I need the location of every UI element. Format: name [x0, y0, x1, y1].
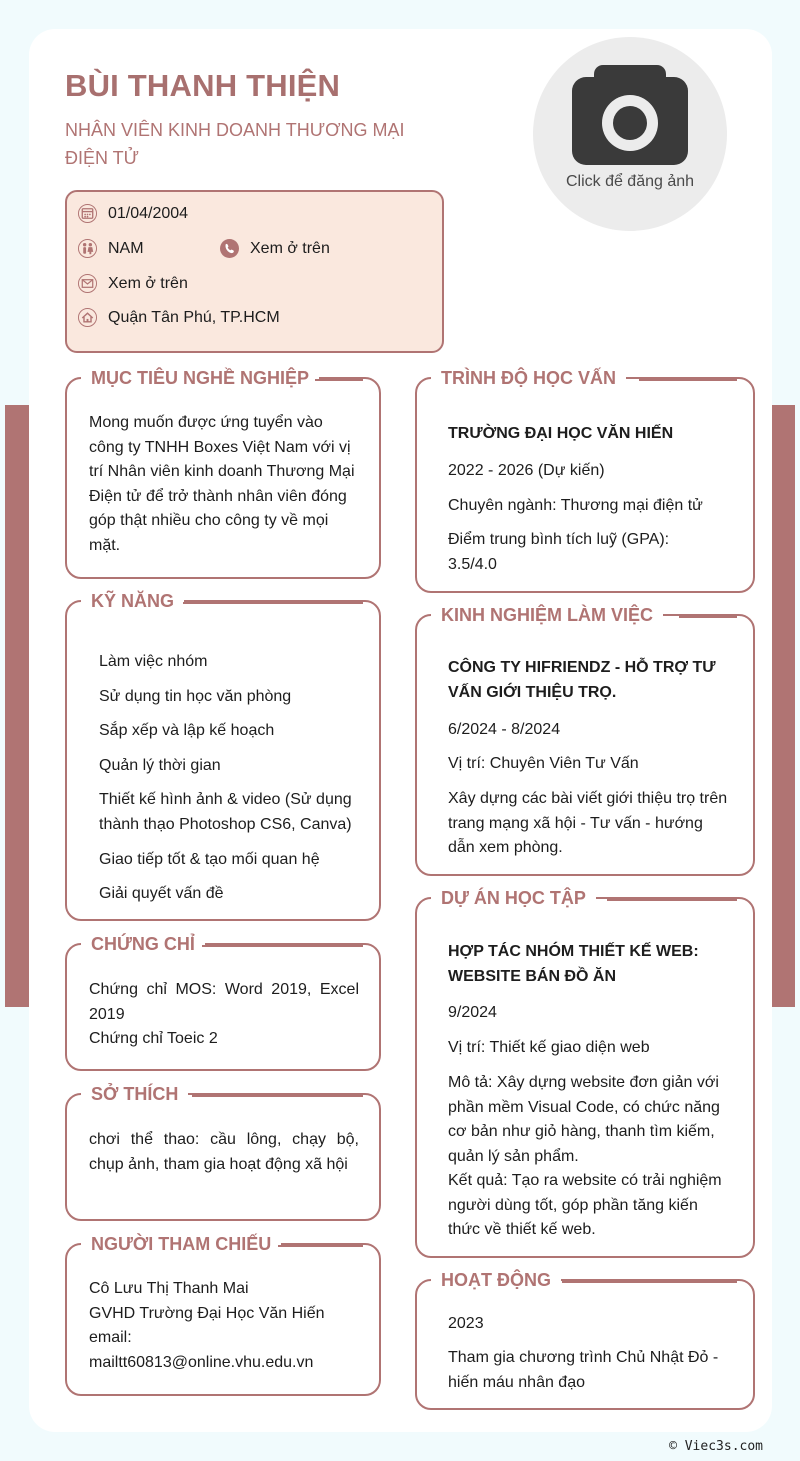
activity-year[interactable]: 2023 — [448, 1315, 484, 1332]
skill-item[interactable]: Giao tiếp tốt & tạo mối quan hệ — [99, 851, 320, 868]
email-row — [78, 274, 188, 293]
heading-rule — [183, 602, 363, 604]
school-name[interactable]: TRƯỜNG ĐẠI HỌC VĂN HIẾN — [448, 425, 674, 442]
home-icon — [78, 308, 97, 327]
education-gpa[interactable]: Điểm trung bình tích luỹ (GPA): 3.5/4.0 — [448, 531, 670, 573]
projects-heading: DỰ ÁN HỌC TẬP — [431, 886, 596, 910]
reference-position[interactable]: GVHD Trường Đại Học Văn Hiến — [89, 1305, 325, 1322]
experience-heading: KINH NGHIỆM LÀM VIỆC — [431, 603, 663, 627]
skill-item[interactable]: Làm việc nhóm — [99, 653, 208, 670]
phone[interactable]: Xem ở trên — [250, 239, 330, 257]
heading-rule — [192, 1095, 363, 1097]
heading-rule — [278, 1245, 363, 1247]
candidate-name[interactable]: BÙI THANH THIỆN — [65, 68, 341, 103]
skill-item[interactable]: Sắp xếp và lập kế hoạch — [99, 722, 275, 739]
project-period[interactable]: 9/2024 — [448, 1004, 497, 1021]
experience-section — [415, 605, 755, 876]
camera-icon — [572, 65, 688, 165]
company-name[interactable]: CÔNG TY HIFRIENDZ - HỖ TRỢ TƯ VẤN GIỚI THIỆU TRỌ. — [448, 659, 716, 701]
envelope-icon — [78, 274, 97, 293]
gender-row — [78, 239, 144, 258]
education-heading: TRÌNH ĐỘ HỌC VẤN — [431, 366, 626, 390]
project-position[interactable]: Vị trí: Thiết kế giao diện web — [448, 1039, 650, 1056]
education-major[interactable]: Chuyên ngành: Thương mại điện tử — [448, 497, 703, 514]
right-accent-bar — [772, 405, 795, 1007]
experience-position[interactable]: Vị trí: Chuyên Viên Tư Vấn — [448, 755, 639, 772]
references-heading: NGƯỜI THAM CHIẾU — [81, 1232, 281, 1256]
heading-rule — [315, 379, 363, 381]
birthdate[interactable]: 01/04/2004 — [108, 204, 189, 222]
reference-email[interactable]: mailtt60813@online.vhu.edu.vn — [89, 1354, 314, 1371]
skills-heading: KỸ NĂNG — [81, 589, 184, 613]
skill-item[interactable]: Quản lý thời gian — [99, 757, 221, 774]
projects-section — [415, 888, 755, 1258]
calendar-icon — [78, 204, 97, 223]
education-period[interactable]: 2022 - 2026 (Dự kiến) — [448, 462, 605, 479]
project-result[interactable]: Kết quả: Tạo ra website có trải nghiệm người dùng tốt, góp phần tăng kiến thức về thiết kế web. — [448, 1172, 722, 1238]
skill-item[interactable]: Thiết kế hình ảnh & video (Sử dụng thành thạo Photoshop CS6, Canva) — [99, 791, 352, 833]
birthdate-row — [78, 204, 188, 223]
reference-name[interactable]: Cô Lưu Thị Thanh Mai — [89, 1280, 249, 1297]
skill-item[interactable]: Giải quyết vấn đề — [99, 885, 224, 902]
phone-icon — [220, 239, 239, 258]
education-section — [415, 368, 755, 593]
heading-rule — [607, 899, 737, 901]
heading-rule — [679, 616, 737, 618]
heading-rule — [202, 945, 363, 947]
address[interactable]: Quận Tân Phú, TP.HCM — [108, 308, 280, 326]
activities-heading: HOẠT ĐỘNG — [431, 1268, 561, 1292]
gender-icon — [78, 239, 97, 258]
hobbies-heading: SỞ THÍCH — [81, 1082, 188, 1106]
photo-upload[interactable] — [533, 37, 727, 231]
address-row — [78, 308, 280, 327]
project-name[interactable]: HỢP TÁC NHÓM THIẾT KẾ WEB: WEBSITE BÁN ĐỒ ĂN — [448, 943, 699, 985]
objective-text[interactable]: Mong muốn được ứng tuyển vào công ty TNHH Boxes Việt Nam với vị trí Nhân viên kinh doanh Thương Mại Điện tử để trở thành nhân viên đóng góp thật nhiều cho công ty về mọi mặt. — [89, 414, 355, 554]
skills-section — [65, 591, 381, 921]
left-accent-bar — [5, 405, 29, 1007]
contact-info-box — [65, 190, 444, 353]
hobbies-section — [65, 1084, 381, 1221]
hobbies-text[interactable]: chơi thể thao: cầu lông, chạy bộ, chụp ảnh, tham gia hoạt động xã hội — [89, 1131, 359, 1173]
copyright: © Viec3s.com — [669, 1439, 763, 1454]
phone-row — [220, 239, 330, 258]
experience-description[interactable]: Xây dựng các bài viết giới thiệu trọ trên trang mạng xã hội - Tư vấn - hướng dẫn xem phòng. — [448, 790, 728, 856]
references-section — [65, 1234, 381, 1396]
reference-email-label: email: — [89, 1329, 132, 1346]
objective-section — [65, 368, 381, 579]
photo-upload-label: Click để đăng ảnh — [565, 173, 695, 190]
objective-heading: MỤC TIÊU NGHỀ NGHIỆP — [81, 366, 319, 390]
experience-period[interactable]: 6/2024 - 8/2024 — [448, 721, 561, 738]
heading-rule — [562, 1281, 737, 1283]
certificate-item[interactable]: Chứng chỉ Toeic 2 — [89, 1030, 218, 1047]
certificate-item[interactable]: Chứng chỉ MOS: Word 2019, Excel 2019 — [89, 981, 359, 1023]
project-description[interactable]: Mô tả: Xây dựng website đơn giản với phần mềm Visual Code, có chức năng cơ bản như giỏ hàng, thanh tìm kiếm, quản lý sản phẩm. — [448, 1074, 720, 1165]
activities-section — [415, 1270, 755, 1410]
certificates-heading: CHỨNG CHỈ — [81, 932, 205, 956]
certificates-section — [65, 934, 381, 1071]
email[interactable]: Xem ở trên — [108, 274, 188, 292]
skill-item[interactable]: Sử dụng tin học văn phòng — [99, 688, 292, 705]
heading-rule — [639, 379, 737, 381]
gender[interactable]: NAM — [108, 239, 144, 257]
activity-description[interactable]: Tham gia chương trình Chủ Nhật Đỏ - hiến máu nhân đạo — [448, 1349, 719, 1391]
job-title[interactable]: NHÂN VIÊN KINH DOANH THƯƠNG MẠI ĐIỆN TỬ — [65, 120, 405, 168]
